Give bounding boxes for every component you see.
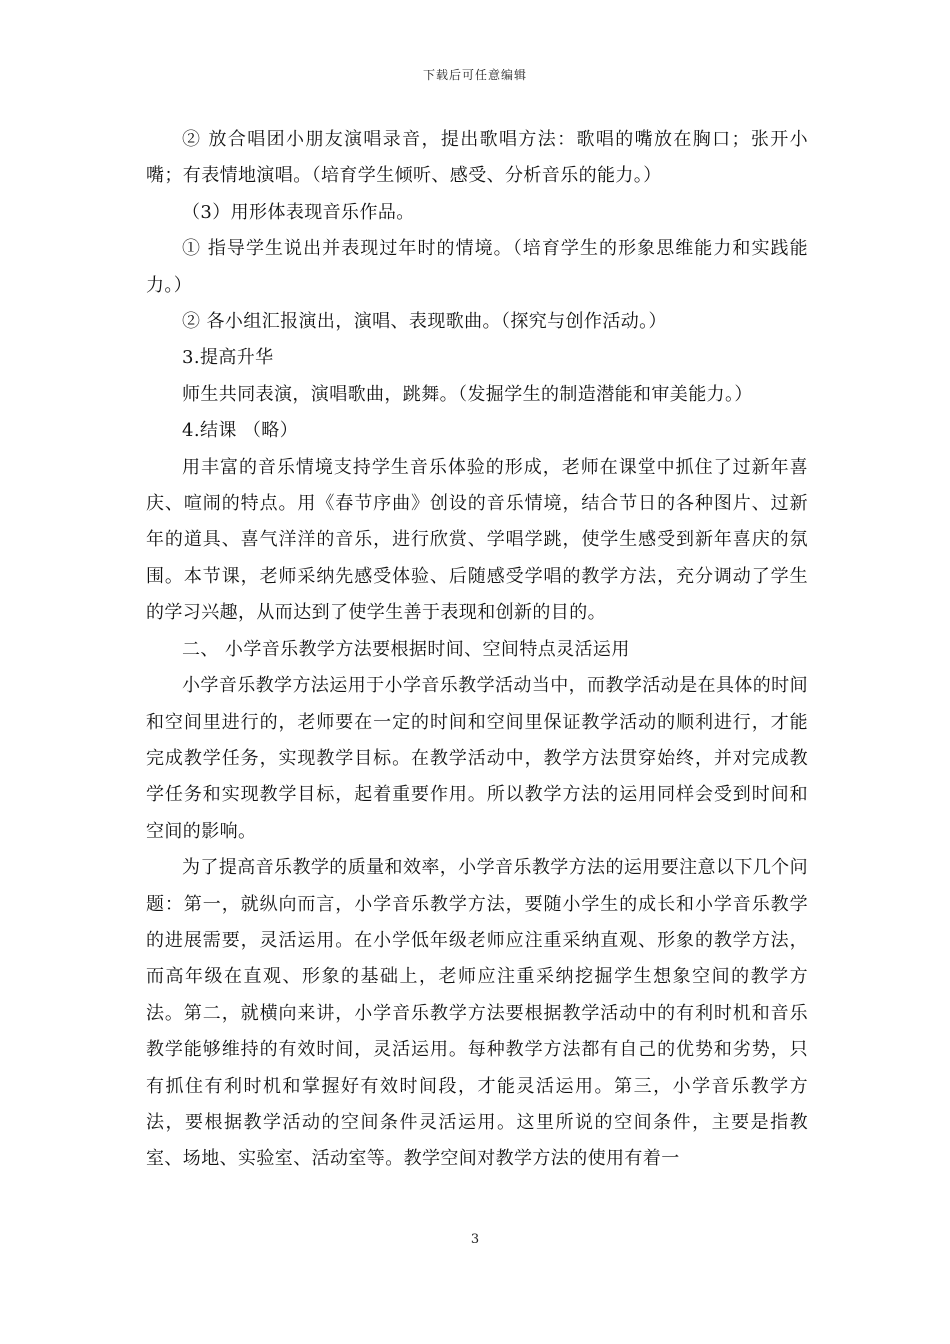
section-heading-improve: 3.提高升华 xyxy=(182,347,274,369)
section-heading-conclusion: 4.结课 （略） xyxy=(182,420,299,442)
paragraph-new-year-scene: ① 指导学生说出并表现过年时的情境。（培育学生的形象思维能力和实践能力。） xyxy=(146,238,808,296)
paragraph-group-report: ② 各小组汇报演出，演唱、表现歌曲。（探究与创作活动。） xyxy=(182,311,667,333)
paragraph-lesson-summary: 用丰富的音乐情境支持学生音乐体验的形成，老师在课堂中抓住了过新年喜庆、喧闹的特点。用《春节序曲》创设的音乐情境，结合节日的各种图片、过新年的道具、喜气洋洋的音乐，进行欣赏、学唱学跳，使学生感受到新年喜庆的氛围。本节课，老师采纳先感受体验、后随感受学唱的教学方法，充分调动了学生的学习兴趣，从而达到了使学生善于表现和创新的目的。 xyxy=(146,456,808,624)
paragraph-three-issues: 为了提高音乐教学的质量和效率，小学音乐教学方法的运用要注意以下几个问题：第一，就纵向而言，小学音乐教学方法，要随小学生的成长和小学音乐教学的进展需要，灵活运用。在小学低年级老师应注重采纳直观、形象的教学方法，而高年级在直观、形象的基础上，老师应注重采纳挖掘学生想象空间的教学方法。第二，就横向来讲，小学音乐教学方法要根据教学活动中的有利时机和音乐教学能够维持的有效时间，灵活运用。每种教学方法都有自己的优势和劣势，只有抓住有利时机和掌握好有效时间段，才能灵活运用。第三，小学音乐教学方法，要根据教学活动的空间条件灵活运用。这里所说的空间条件，主要是指教室、场地、实验室、活动室等。教学空间对教学方法的使用有着一 xyxy=(146,857,808,1170)
paragraph-listen-recording: ② 放合唱团小朋友演唱录音，提出歌唱方法：歌唱的嘴放在胸口；张开小嘴；有表情地演唱。（培育学生倾听、感受、分析音乐的能力。） xyxy=(146,129,808,187)
paragraph-time-space: 小学音乐教学方法运用于小学音乐教学活动当中，而教学活动是在具体的时间和空间里进行的，老师要在一定的时间和空间里保证教学活动的顺利进行，才能完成教学任务，实现教学目标。在教学活动中，教学方法贯穿始终，并对完成教学任务和实现教学目标，起着重要作用。所以教学方法的运用同样会受到时间和空间的影响。 xyxy=(146,675,808,842)
page-number: 3 xyxy=(470,1232,480,1247)
document-body xyxy=(146,122,808,1178)
section-heading-two: 二、 小学音乐教学方法要根据时间、空间特点灵活运用 xyxy=(182,638,630,660)
page-header: 下载后可任意编辑 xyxy=(422,68,527,82)
paragraph-body-movement: （3）用形体表现音乐作品。 xyxy=(182,201,415,223)
paragraph-perform-together: 师生共同表演，演唱歌曲，跳舞。（发掘学生的制造潜能和审美能力。） xyxy=(182,383,753,405)
